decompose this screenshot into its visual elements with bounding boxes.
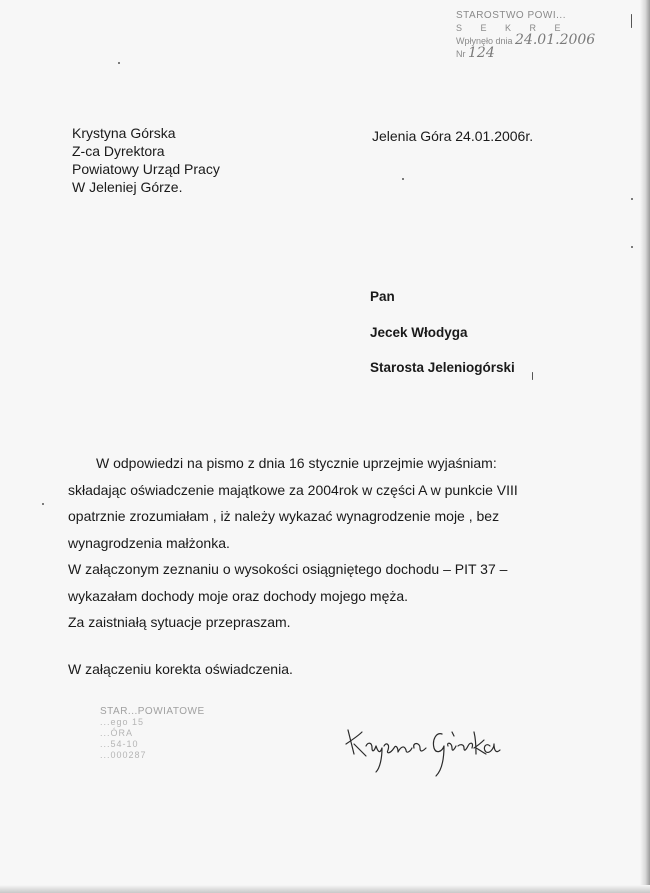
place-date: Jelenia Góra 24.01.2006r. [372,128,534,144]
registry-stamp-date-label: Wpłynęło dnia [456,36,513,46]
office-stamp [100,706,270,766]
handwritten-signature [340,718,510,778]
scan-speck [118,62,120,64]
sender-position: Z-ca Dyrektora [72,143,165,159]
body-line: Za zaistniałą sytuacje przepraszam. [68,614,291,630]
body-line: składając oświadczenie majątkowe za 2004rok w części A w punkcie VIII [68,481,518,498]
registry-stamp-number-label: Nr [456,49,466,59]
registry-stamp-title: STAROSTWO POWI... [456,10,566,21]
addressee-title: Starosta Jeleniogórski [370,360,515,375]
sender-office: Powiatowy Urząd Pracy [72,161,220,177]
body-line: W odpowiedzi na pismo z dnia 16 stycznie uprzejmie wyjaśniam: [96,455,497,471]
scan-speck [532,372,533,380]
scan-speck [631,246,633,248]
registry-stamp-number-row [456,47,606,60]
registry-stamp-date: 24.01.2006 [515,32,596,48]
scan-speck [402,178,404,180]
body-line: wynagrodzenia małżonka. [68,534,230,551]
registry-stamp-number: 124 [468,45,495,61]
sender-block [72,124,220,196]
addressee-salutation: Pan [370,289,395,304]
sender-city: W Jeleniej Górze. [72,179,183,195]
office-stamp-line: ...000287 [100,750,147,760]
letter-body [68,450,518,636]
office-stamp-line: STAR...POWIATOWE [100,706,205,717]
office-stamp-line: ...54-10 [100,739,139,749]
scan-edge-bottom [0,885,650,893]
registry-stamp-dept: S E K R E [456,23,569,33]
registry-stamp [456,10,606,72]
body-line: opatrznie zrozumiałam , iż należy wykazać wynagrodzenie moje , bez [68,508,500,524]
body-line: W załączonym zeznaniu o wysokości osiągniętego dochodu – PIT 37 – [68,561,508,577]
body-line: wykazałam dochody moje oraz dochody mojego męża. [68,587,409,604]
office-stamp-line: ...ego 15 [100,717,145,727]
addressee-name: Jecek Włodyga [370,325,468,340]
scan-speck [42,503,44,505]
sender-name: Krystyna Górska [72,125,176,141]
scan-speck [631,14,632,28]
scan-edge-right [640,0,650,893]
office-stamp-line: ...ÓRA [100,728,134,738]
attachment-note: W załączeniu korekta oświadczenia. [68,661,293,677]
scan-speck [631,198,633,200]
